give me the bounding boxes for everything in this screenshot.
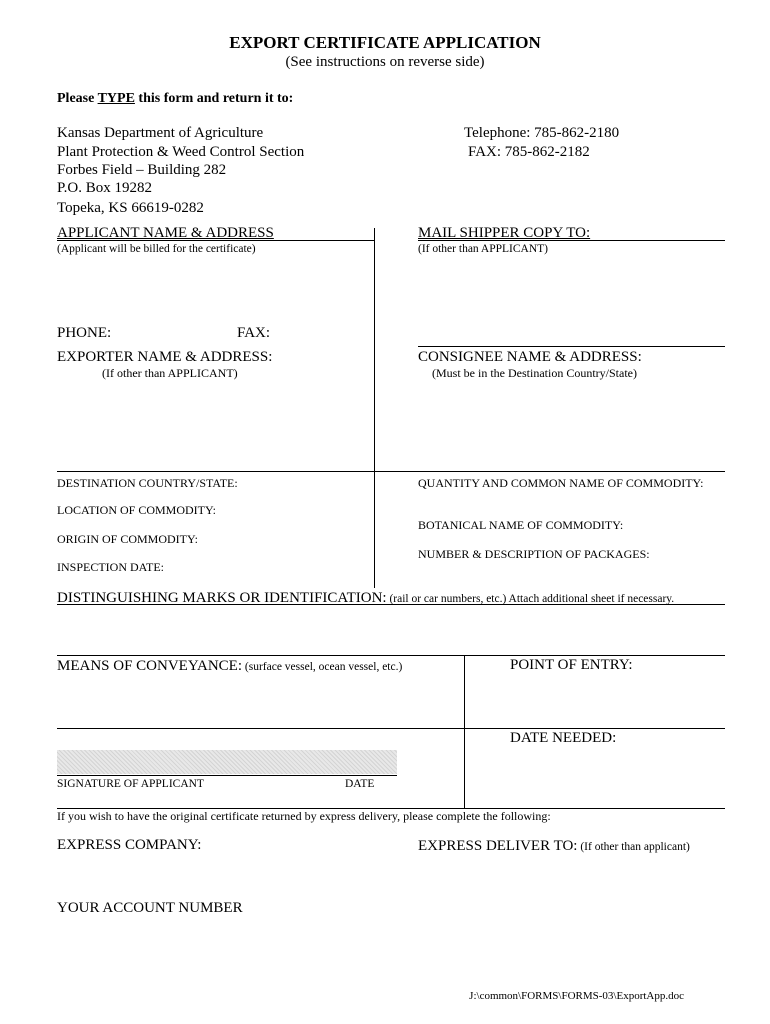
- date-needed-label: DATE NEEDED:: [510, 730, 617, 746]
- inspection-date-label: INSPECTION DATE:: [57, 560, 164, 574]
- mail-shipper-top-rule: [418, 240, 725, 241]
- applicant-label: APPLICANT NAME & ADDRESS: [57, 225, 274, 241]
- consignee-note: (Must be in the Destination Country/State): [432, 366, 637, 380]
- address-line-4: P.O. Box 19282: [57, 180, 153, 196]
- location-label: LOCATION OF COMMODITY:: [57, 503, 216, 517]
- fax-number: FAX: 785-862-2182: [468, 144, 590, 160]
- mail-shipper-note: (If other than APPLICANT): [418, 243, 548, 255]
- exporter-note: (If other than APPLICANT): [102, 366, 238, 380]
- please-type-word: TYPE: [97, 91, 135, 106]
- exporter-bottom-rule: [57, 471, 725, 472]
- file-path-footer: J:\common\FORMS\FORMS-03\ExportApp.doc: [469, 990, 684, 1002]
- quantity-label: QUANTITY AND COMMON NAME OF COMMODITY:: [418, 476, 704, 490]
- point-of-entry-label: POINT OF ENTRY:: [510, 657, 633, 673]
- applicant-fax-label: FAX:: [237, 325, 271, 341]
- telephone-number: Telephone: 785-862-2180: [464, 125, 620, 141]
- conveyance-label: MEANS OF CONVEYANCE:: [57, 658, 243, 674]
- express-deliver-row: [418, 837, 690, 855]
- address-line-1: Kansas Department of Agriculture: [57, 125, 264, 141]
- exporter-label: EXPORTER NAME & ADDRESS:: [57, 349, 273, 365]
- mail-shipper-label: MAIL SHIPPER COPY TO:: [418, 225, 591, 241]
- botanical-label: BOTANICAL NAME OF COMMODITY:: [418, 518, 624, 532]
- applicant-phone-label: PHONE:: [57, 325, 112, 341]
- form-title: EXPORT CERTIFICATE APPLICATION: [229, 33, 541, 52]
- applicant-note: (Applicant will be billed for the certificate): [57, 243, 256, 255]
- destination-label: DESTINATION COUNTRY/STATE:: [57, 476, 238, 490]
- point-of-entry-rule: [464, 728, 725, 729]
- address-line-2: Plant Protection & Weed Control Section: [57, 144, 305, 160]
- address-line-5: Topeka, KS 66619-0282: [57, 200, 204, 216]
- express-deliver-note: (If other than applicant): [577, 841, 690, 853]
- signature-rule: [57, 775, 397, 776]
- applicant-top-rule: [57, 240, 374, 241]
- signature-date-label: DATE: [345, 778, 375, 790]
- express-company-label: EXPRESS COMPANY:: [57, 837, 202, 853]
- signature-label: SIGNATURE OF APPLICANT: [57, 778, 204, 790]
- conveyance-top-rule: [57, 655, 725, 656]
- signature-field[interactable]: [57, 750, 397, 774]
- marks-note: (rail or car numbers, etc.) Attach additional sheet if necessary.: [386, 593, 675, 605]
- marks-rule: [57, 604, 725, 605]
- marks-label: DISTINGUISHING MARKS OR IDENTIFICATION:: [57, 590, 387, 606]
- express-intro: If you wish to have the original certificate returned by express delivery, please complete the following:: [57, 809, 551, 823]
- please-suffix: this form and return it to:: [134, 91, 294, 106]
- express-deliver-label: EXPRESS DELIVER TO:: [418, 838, 578, 854]
- address-line-3: Forbes Field – Building 282: [57, 162, 227, 178]
- return-instruction: [57, 91, 293, 107]
- conveyance-note: (surface vessel, ocean vessel, etc.): [242, 661, 403, 673]
- please-prefix: Please: [57, 91, 98, 106]
- conveyance-bottom-rule: [57, 728, 464, 729]
- account-number-label: YOUR ACCOUNT NUMBER: [57, 900, 243, 916]
- origin-label: ORIGIN OF COMMODITY:: [57, 532, 198, 546]
- form-subtitle: (See instructions on reverse side): [285, 54, 485, 70]
- center-divider: [374, 228, 375, 588]
- packages-label: NUMBER & DESCRIPTION OF PACKAGES:: [418, 547, 650, 561]
- consignee-label: CONSIGNEE NAME & ADDRESS:: [418, 349, 642, 365]
- mail-shipper-bottom-rule: [418, 346, 725, 347]
- conveyance-row: [57, 657, 402, 675]
- conveyance-divider: [464, 655, 465, 808]
